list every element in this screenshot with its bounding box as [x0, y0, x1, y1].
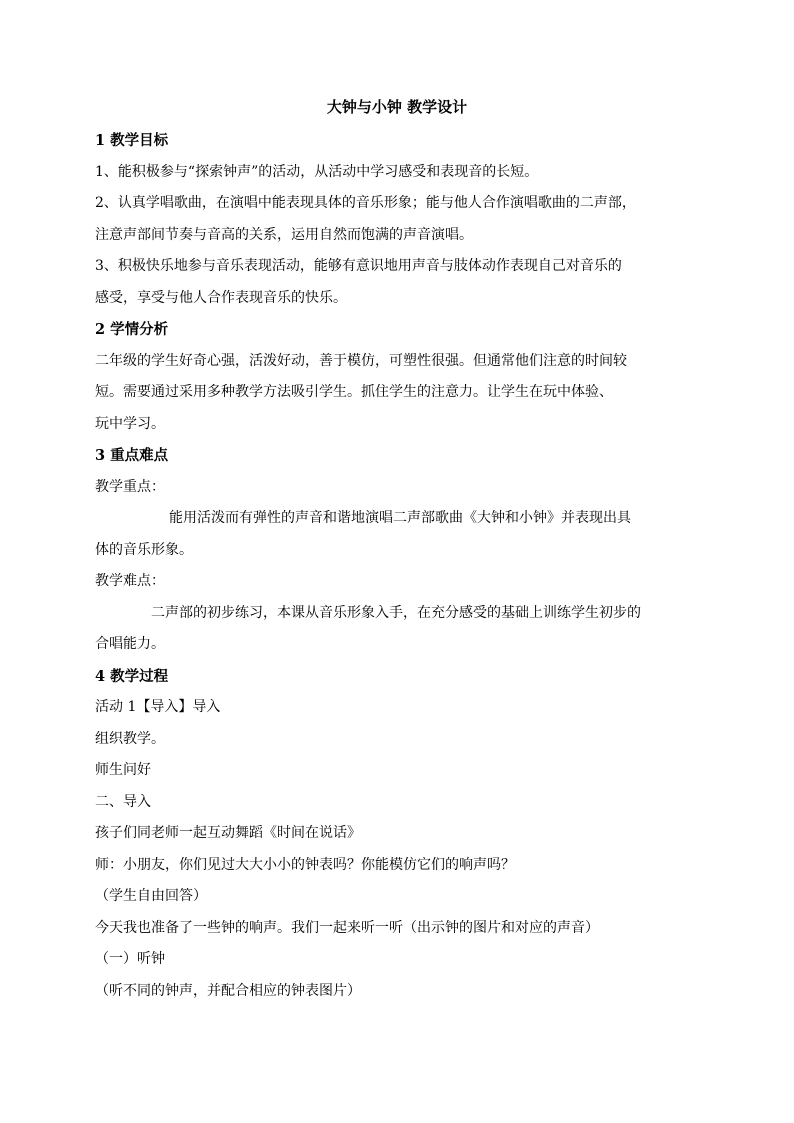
paragraph-line: 感受，享受与他人合作表现音乐的快乐。	[95, 289, 347, 306]
paragraph-line: 能用活泼而有弹性的声音和谐地演唱二声部歌曲《大钟和小钟》并表现出具	[169, 510, 631, 526]
paragraph-line: 二年级的学生好奇心强，活泼好动，善于模仿，可塑性很强。但通常他们注意的时间较	[95, 352, 627, 369]
paragraph-line: （一）听钟	[95, 951, 165, 967]
paragraph-line: 二、导入	[95, 793, 151, 810]
paragraph-line: 师：小朋友，你们见过大大小小的钟表吗？你能模仿它们的响声吗？	[95, 856, 515, 873]
document-title: 大钟与小钟 教学设计	[326, 98, 468, 116]
paragraph-line: 2、认真学唱歌曲，在演唱中能表现具体的音乐形象；能与他人合作演唱歌曲的二声部，	[95, 195, 636, 211]
section-heading-analysis: 2 学情分析	[95, 321, 169, 338]
paragraph-line: 1、能积极参与“探索钟声”的活动，从活动中学习感受和表现音的长短。	[95, 163, 539, 180]
paragraph-line: 合唱能力。	[95, 636, 165, 652]
paragraph-line: 注意声部间节奏与音高的关系，运用自然而饱满的声音演唱。	[95, 226, 473, 243]
paragraph-line: 教学重点：	[95, 478, 165, 495]
paragraph-line: 组织教学。	[95, 730, 165, 747]
paragraph-line: 体的音乐形象。	[95, 541, 193, 558]
paragraph-line: 3、积极快乐地参与音乐表现活动，能够有意识地用声音与肢体动作表现自己对音乐的	[95, 258, 622, 274]
paragraph-line: 短。需要通过采用多种教学方法吸引学生。抓住学生的注意力。让学生在玩中体验、	[95, 384, 613, 400]
paragraph-line: 教学难点：	[95, 573, 165, 589]
paragraph-line: 活动 1【导入】导入	[95, 699, 221, 715]
paragraph-line: （听不同的钟声，并配合相应的钟表图片）	[95, 982, 361, 999]
section-heading-process: 4 教学过程	[95, 667, 169, 685]
paragraph-line: 师生问好	[95, 762, 151, 778]
paragraph-line: 今天我也准备了一些钟的响声。我们一起来听一听（出示钟的图片和对应的声音）	[95, 919, 599, 936]
section-heading-key-points: 3 重点难点	[95, 447, 169, 464]
paragraph-line: 孩子们同老师一起互动舞蹈《时间在说话》	[95, 825, 361, 841]
paragraph-line: 玩中学习。	[95, 415, 165, 432]
section-heading-objectives: 1 教学目标	[95, 132, 169, 149]
paragraph-line: （学生自由回答）	[95, 888, 207, 904]
paragraph-line: 二声部的初步练习，本课从音乐形象入手，在充分感受的基础上训练学生初步的	[151, 604, 641, 621]
